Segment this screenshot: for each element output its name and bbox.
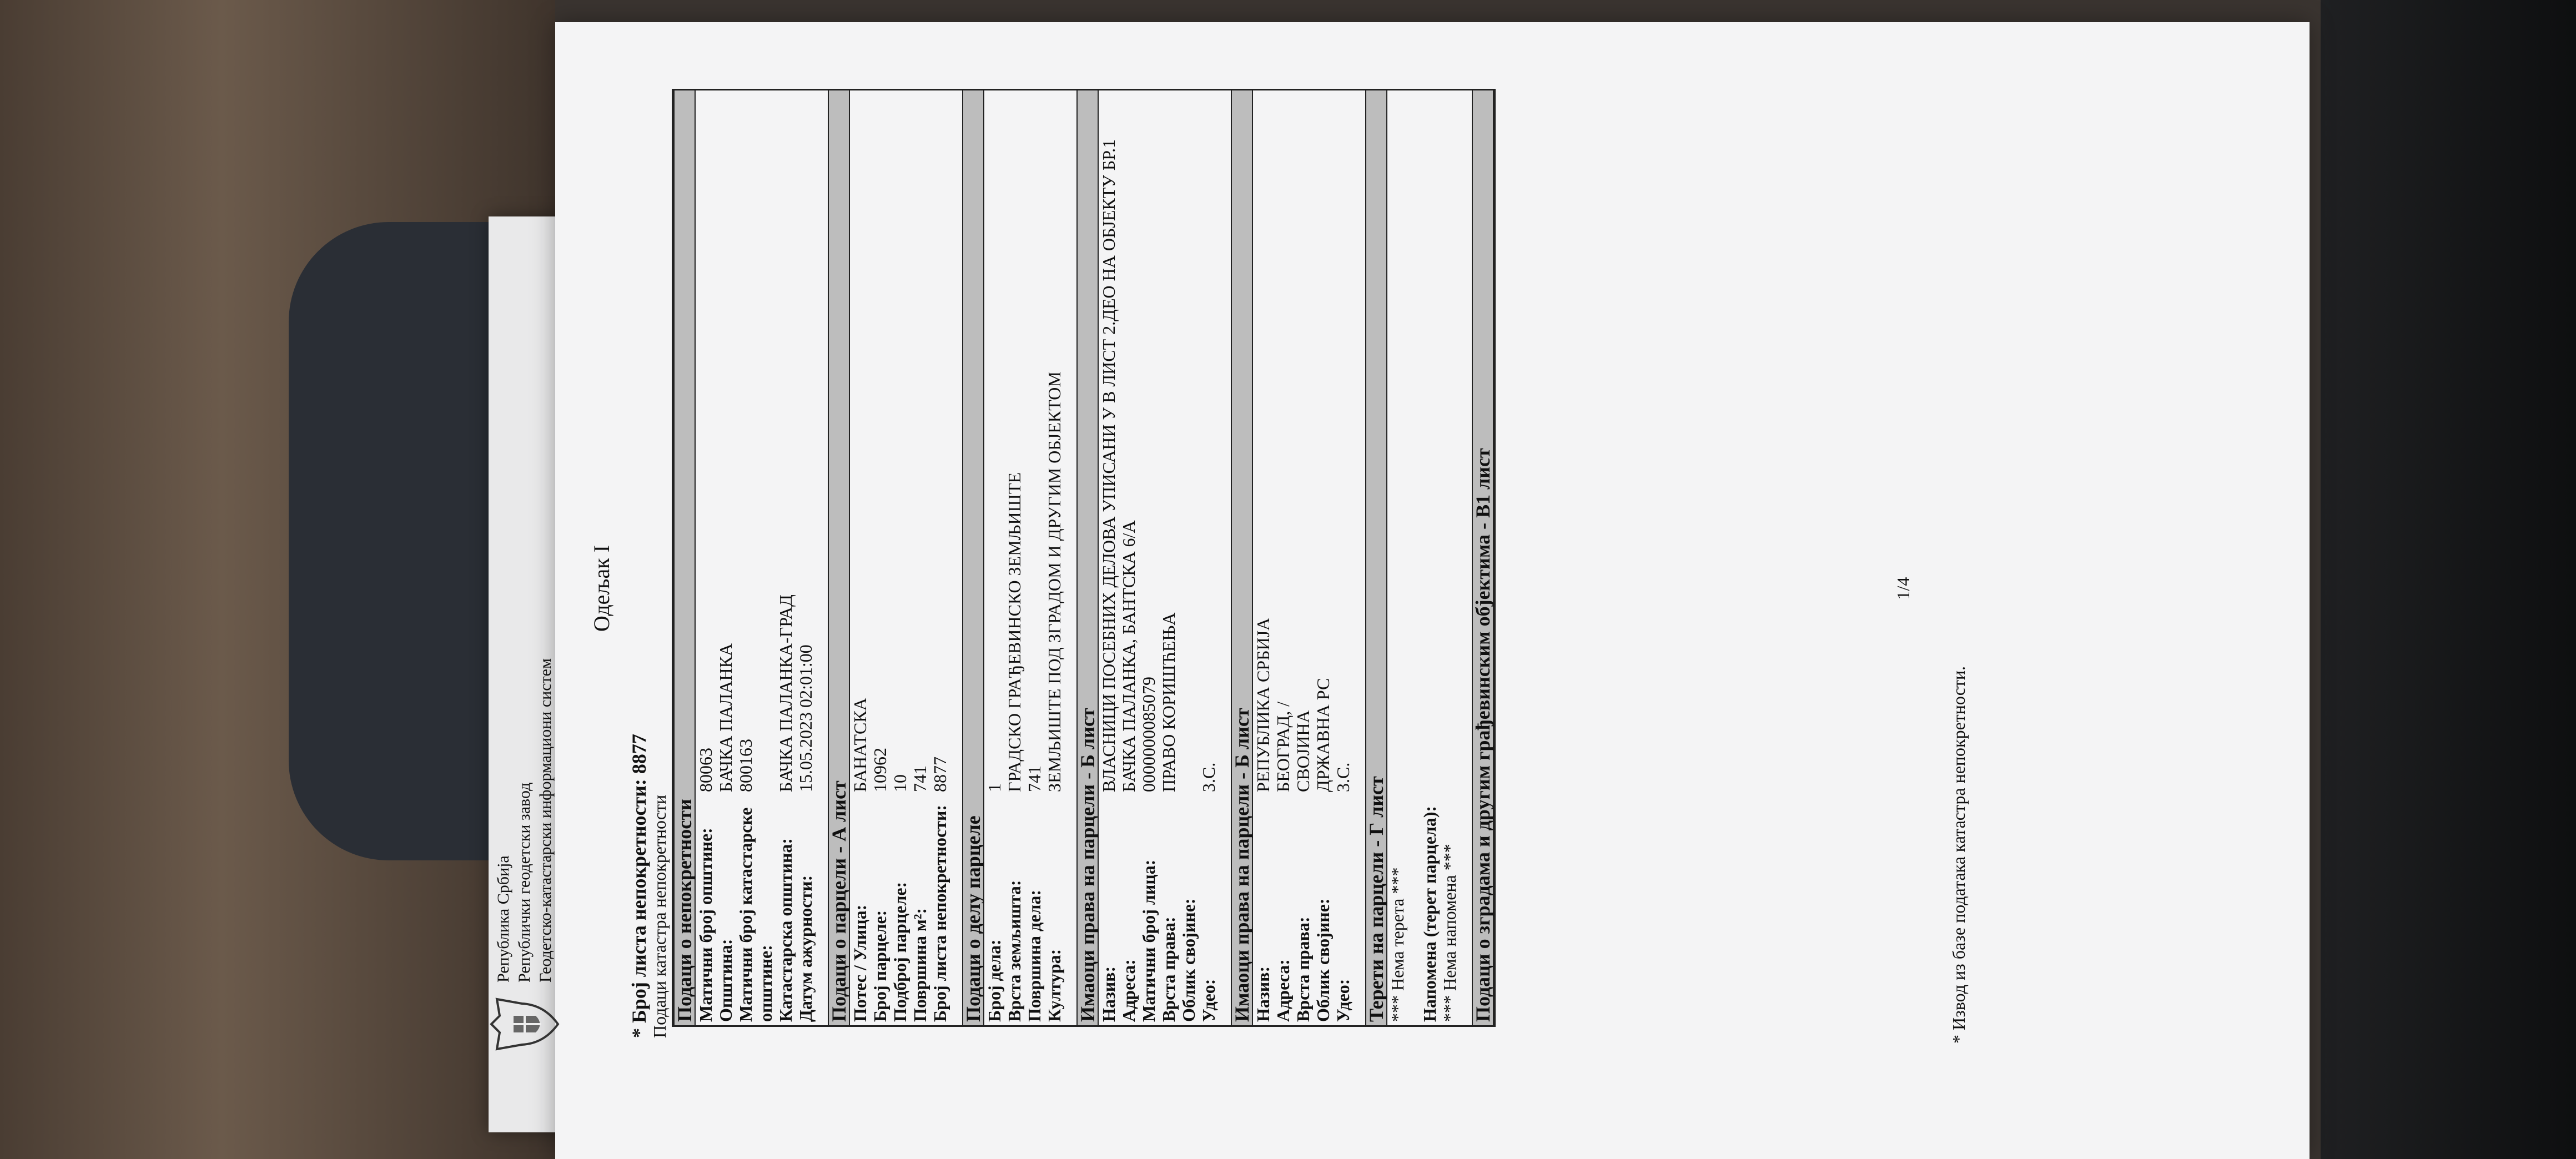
row-label: Адреса: [1273, 959, 1293, 1022]
row-label: Облик својине: [1179, 898, 1199, 1022]
footer-note: * Извод из базе података катастра непокретности. [1949, 666, 1969, 1044]
row-value: ВЛАСНИЦИ ПОСЕБНИХ ДЕЛОВА УПИСАНИ У В ЛИСТ 2.ДЕО НА ОБЈЕКТУ БР.1 [1099, 139, 1119, 792]
row-label: Врста земљишта: [1004, 880, 1024, 1022]
section-title: Одељак I [589, 545, 614, 632]
table-row [716, 90, 736, 1025]
table-row [1179, 90, 1199, 1025]
row-value: 800163 [736, 739, 756, 792]
row-value: 3.С. [1199, 762, 1219, 792]
row-value: 10 [890, 774, 910, 792]
row-value: БАЧКА ПАЛАНКА, БАНТСКА 6/А [1119, 520, 1139, 792]
header-line-2: Републички геодетски завод [515, 782, 534, 982]
row-value: 3.С. [1333, 762, 1353, 792]
table-row [1313, 90, 1333, 1025]
row-value: 80063 [696, 748, 716, 792]
table-row [890, 90, 910, 1025]
table-row [1253, 90, 1273, 1025]
row-label: Удео: [1199, 979, 1219, 1022]
table-row [910, 90, 930, 1025]
row-label: Катастарска општина: [776, 838, 796, 1022]
document-header [489, 111, 566, 1055]
table-row [1004, 90, 1024, 1025]
table-row [984, 90, 1004, 1025]
table-row [776, 90, 796, 1025]
row-value [1179, 90, 1199, 792]
row-label: Број дела: [984, 939, 1004, 1022]
property-rows [696, 90, 816, 1025]
row-label: Адреса: [1119, 959, 1139, 1022]
table-row [1273, 90, 1293, 1025]
row-value: БАНАТСКА [850, 698, 870, 792]
row-label: Број листа непокретности: [930, 805, 950, 1022]
row-label: Облик својине: [1313, 898, 1333, 1022]
row-label: Потес / Улица: [850, 904, 870, 1022]
row-label: Назив: [1099, 966, 1119, 1022]
table-row [1293, 90, 1313, 1025]
burdens-section-header: Терети на парцели - Г лист [1365, 90, 1387, 1025]
row-label: Број парцеле: [870, 910, 890, 1022]
row-label: Матични број лица: [1139, 859, 1159, 1022]
parcel-part-rows [984, 90, 1064, 1025]
holders2-rows [1253, 90, 1353, 1025]
holders1-rows [1099, 90, 1219, 1025]
notes-text: *** Нема напомена *** [1440, 844, 1460, 1022]
row-label: Површина м²: [910, 908, 930, 1022]
cadastre-table [672, 89, 1496, 1027]
sheet-number: * Број листа непокретности: 8877 [628, 734, 650, 1038]
row-label: Удео: [1333, 979, 1353, 1022]
row-label: Врста права: [1293, 916, 1313, 1022]
table-row [696, 90, 716, 1025]
parcel-part-section-header: Подаци о делу парцеле [962, 90, 984, 1025]
row-value: 1 [984, 783, 1004, 792]
serbian-coat-of-arms-icon [489, 994, 561, 1055]
property-section-header: Подаци о непокретности [673, 90, 696, 1025]
table-row [1159, 90, 1179, 1025]
holders1-section-header: Имаоци права на парцели - Б лист [1076, 90, 1099, 1025]
row-label: Општина: [716, 939, 736, 1022]
page-number: 1/4 [1893, 577, 1913, 600]
table-row [1024, 90, 1044, 1025]
parcel-rows [850, 90, 950, 1025]
document-sheet [494, 22, 2310, 1159]
burdens-text: *** Нема терета *** [1387, 867, 1407, 1022]
header-line-1: Република Србија [494, 855, 512, 982]
table-row [930, 90, 950, 1025]
row-value: СВОЈИНА [1293, 710, 1313, 792]
table-row [1044, 90, 1064, 1025]
table-row [870, 90, 890, 1025]
row-value: 741 [1024, 765, 1044, 792]
table-row [1099, 90, 1119, 1025]
table-row [796, 90, 816, 1025]
row-label: Матични број општине: [696, 828, 716, 1022]
row-value: ЗЕМЉИШТЕ ПОД ЗГРАДОМ И ДРУГИМ ОБЈЕКТОМ [1044, 371, 1064, 792]
row-label: Датум ажурности: [796, 875, 816, 1022]
row-value: ГРАДСКО ГРАЂЕВИНСКО ЗЕМЉИШТЕ [1004, 472, 1024, 792]
row-label: Врста права: [1159, 916, 1179, 1022]
table-row [1333, 90, 1353, 1025]
buildings-section-header: Подаци о зградама и другим грађевинским објектима - В1 лист [1472, 90, 1494, 1025]
table-row [1119, 90, 1139, 1025]
cadastre-title: Подаци катастра непокретности [650, 794, 670, 1038]
row-value: 15.05.2023 02:01:00 [796, 644, 816, 792]
row-value: БАЧКА ПАЛАНКА-ГРАД [776, 594, 796, 792]
notes-header: Напомена (терет парцела): [1420, 805, 1440, 1022]
row-value: БЕОГРАД, / [1273, 701, 1293, 792]
header-line-3: Геодетско-катастарски информациони систем [536, 658, 555, 982]
table-row [1199, 90, 1219, 1025]
row-label: Култура: [1044, 949, 1064, 1022]
row-value: РЕПУБЛИКА СРБИЈА [1253, 617, 1273, 792]
row-value: БАЧКА ПАЛАНКА [716, 643, 736, 792]
row-value: 8877 [930, 757, 950, 792]
row-label: Површина дела: [1024, 889, 1044, 1022]
holders2-section-header: Имаоци права на парцели - Б лист [1231, 90, 1253, 1025]
parcel-section-header: Подаци о парцели - А лист [828, 90, 850, 1025]
row-value: 0000000085079 [1139, 677, 1159, 792]
row-label: Назив: [1253, 966, 1273, 1022]
row-label: Подброј парцеле: [890, 881, 910, 1022]
row-value: 10962 [870, 748, 890, 792]
table-row [850, 90, 870, 1025]
row-value: ДРЖАВНА РС [1313, 678, 1333, 792]
header-text [493, 658, 556, 982]
dark-fabric-background [2321, 0, 2576, 1159]
document-page [450, 67, 2004, 1110]
row-value: 741 [910, 765, 930, 792]
table-row [1139, 90, 1159, 1025]
row-label: Матични број катастарске општине: [736, 807, 776, 1022]
table-row [736, 90, 776, 1025]
row-value: ПРАВО КОРИШЋЕЊА [1159, 612, 1179, 792]
